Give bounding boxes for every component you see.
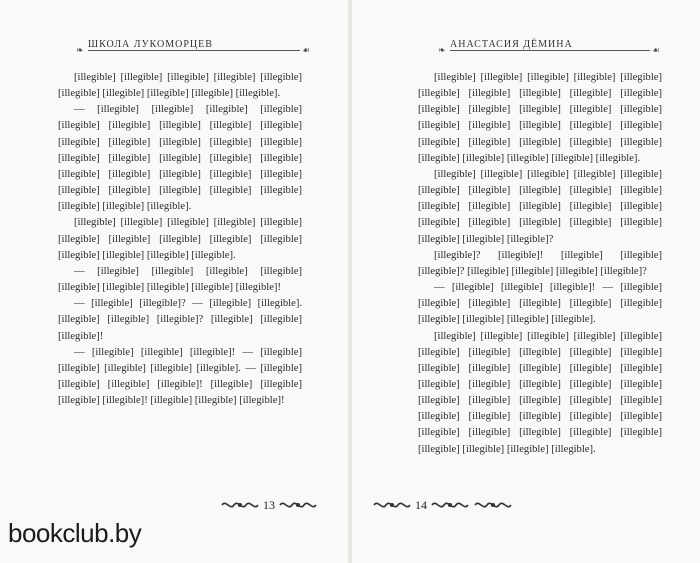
paragraph: — [illegible] [illegible]? — [illegible] [illegible]. [illegible] [illegible] [illegible]? [illegible] [illegible] [illegible]!: [58, 298, 302, 342]
paragraph: — [illegible] [illegible] [illegible]! — [illegible] [illegible] [illegible] [illegible] [illegible]. — [illegible] [illegible] [illegible] [illegible]! [illegible] [illegible] [illegible] [illegible]! [illegible] [illegible] [illegible]!: [58, 346, 302, 407]
head-ornament-icon: ☙: [652, 45, 661, 55]
paragraph: — [illegible] [illegible] [illegible]! — [illegible] [illegible] [illegible] [illegible] [illegible] [illegible] [illegible] [illegible] [illegible] [illegible].: [418, 282, 662, 326]
left-page-text: [58, 70, 302, 409]
page-number: 13: [263, 497, 275, 512]
head-ornament-icon: ☙: [302, 45, 311, 55]
running-head-title: ШКОЛА ЛУКОМОРЦЕВ: [88, 39, 213, 50]
paragraph: [illegible] [illegible] [illegible] [illegible] [illegible] [illegible] [illegible] [illegible] [illegible] [illegible] [illegible] [illegible] [illegible] [illegible].: [58, 217, 302, 261]
scroll-ornament-icon: [473, 499, 513, 511]
scroll-ornament-icon: [220, 499, 260, 511]
running-head-right: [352, 36, 700, 56]
page-number-block-right: [372, 497, 513, 517]
right-page-text: [418, 70, 662, 458]
running-head-title: АНАСТАСИЯ ДЁМИНА: [450, 39, 573, 50]
head-ornament-icon: ❧: [76, 45, 84, 55]
paragraph: [illegible] [illegible] [illegible] [illegible] [illegible] [illegible] [illegible] [illegible] [illegible] [illegible] [illegible] [illegible] [illegible] [illegible] [illegible] [illegible] [illegible] [illegible] [illegible] [illegible] [illegible] [illegible] [illegible]?: [418, 168, 662, 245]
running-head-left: [0, 36, 348, 56]
head-ornament-icon: ❧: [438, 45, 446, 55]
paragraph: [illegible] [illegible] [illegible] [illegible] [illegible] [illegible] [illegible] [illegible] [illegible] [illegible].: [58, 72, 302, 100]
head-rule: [450, 50, 650, 51]
head-rule: [88, 50, 300, 51]
paragraph: [illegible]? [illegible]! [illegible] [illegible] [illegible]? [illegible] [illegible] [illegible] [illegible]?: [418, 249, 662, 277]
paragraph: — [illegible] [illegible] [illegible] [illegible] [illegible] [illegible] [illegible] [illegible] [illegible] [illegible] [illegible] [illegible] [illegible] [illegible] [illegible] [illegible] [illegible] [illegible] [illegible] [illegible] [illegible] [illegible] [illegible] [illegible] [illegible] [illegible] [illegible] [illegible] [illegible] [illegible] [illegible] [illegible].: [58, 104, 302, 213]
right-page: [352, 0, 700, 563]
left-page: [0, 0, 348, 563]
page-number-block-left: [220, 497, 318, 517]
scroll-ornament-icon: [430, 499, 470, 511]
site-watermark: bookclub.by: [8, 518, 142, 548]
paragraph: [illegible] [illegible] [illegible] [illegible] [illegible] [illegible] [illegible] [illegible] [illegible] [illegible] [illegible] [illegible] [illegible] [illegible] [illegible] [illegible] [illegible] [illegible] [illegible] [illegible] [illegible] [illegible] [illegible] [illegible] [illegible] [illegible] [illegible] [illegible] [illegible] [illegible].: [418, 72, 662, 164]
page-number: 14: [415, 497, 427, 512]
paragraph: — [illegible] [illegible] [illegible] [illegible] [illegible] [illegible] [illegible] [illegible] [illegible]!: [58, 265, 302, 294]
paragraph: [illegible] [illegible] [illegible] [illegible] [illegible] [illegible] [illegible] [illegible] [illegible] [illegible] [illegible] [illegible] [illegible] [illegible] [illegible] [illegible] [illegible] [illegible] [illegible] [illegible] [illegible] [illegible] [illegible] [illegible] [illegible] [illegible] [illegible] [illegible] [illegible] [illegible] [illegible] [illegible] [illegible] [illegible] [illegible] [illegible] [illegible] [illegible] [illegible].: [418, 330, 662, 455]
scroll-ornament-icon: [372, 499, 412, 511]
scroll-ornament-icon: [278, 499, 318, 511]
